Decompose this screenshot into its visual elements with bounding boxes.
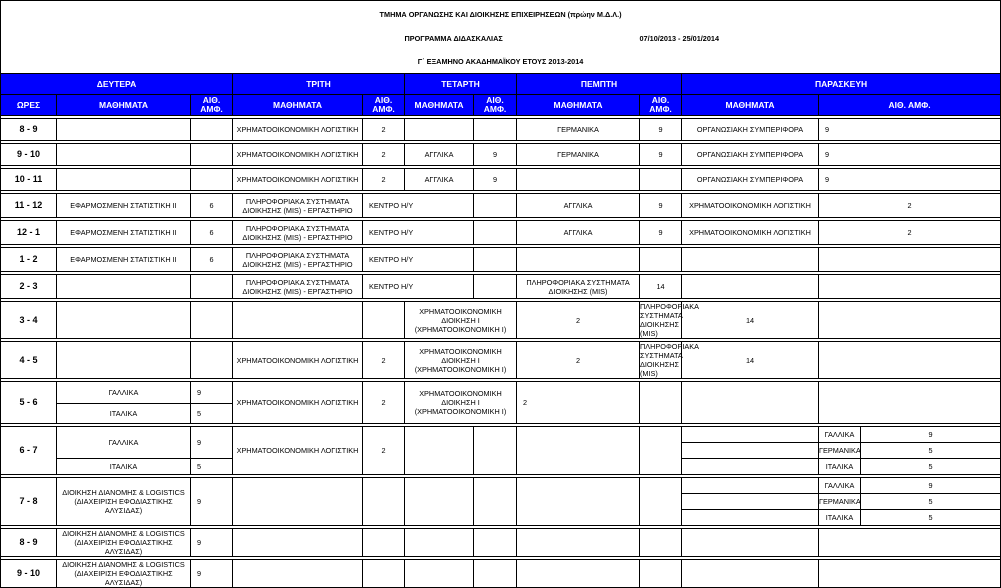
slot-label: 4 - 5 — [1, 342, 57, 379]
course-cell: ΓΕΡΜΑΝΙΚΑ — [517, 144, 640, 166]
room-cell: 9 — [191, 478, 233, 526]
course-cell: ΧΡΗΜΑΤΟΟΙΚΟΝΟΜΙΚΗ ΛΟΓΙΣΤΙΚΗ — [233, 427, 363, 475]
room-cell: 14 — [640, 275, 682, 299]
room-cell: 2 — [363, 427, 405, 475]
course-cell: ΧΡΗΜΑΤΟΟΙΚΟΝΟΜΙΚΗ ΛΟΓΙΣΤΙΚΗ — [233, 144, 363, 166]
room-cell: 5 — [861, 459, 1001, 475]
course-cell: ΠΛΗΡΟΦΟΡΙΑΚΑ ΣΥΣΤΗΜΑΤΑ ΔΙΟΙΚΗΣΗΣ (MIS) - ΕΡΓΑΣΤΗΡΙΟ — [233, 275, 363, 299]
course-cell: ΙΤΑΛΙΚΑ — [819, 510, 861, 526]
table-row — [1, 427, 1001, 443]
course-cell: ΧΡΗΜΑΤΟΟΙΚΟΝΟΜΙΚΗ ΛΟΓΙΣΤΙΚΗ — [233, 342, 363, 379]
table-row — [1, 169, 1001, 191]
room-cell: 2 — [517, 342, 640, 379]
course-cell: ΠΛΗΡΟΦΟΡΙΑΚΑ ΣΥΣΤΗΜΑΤΑ ΔΙΟΙΚΗΣΗΣ (MIS) - ΕΡΓΑΣΤΗΡΙΟ — [233, 221, 363, 245]
course-cell: ΠΛΗΡΟΦΟΡΙΑΚΑ ΣΥΣΤΗΜΑΤΑ ΔΙΟΙΚΗΣΗΣ (MIS) - ΕΡΓΑΣΤΗΡΙΟ — [233, 248, 363, 272]
room-cell: 9 — [861, 478, 1001, 494]
course-cell: ΓΑΛΛΙΚΑ — [57, 427, 191, 459]
room-cell: 5 — [861, 494, 1001, 510]
day-wednesday: ΤΕΤΑΡΤΗ — [405, 74, 517, 95]
room-cell: 2 — [363, 144, 405, 166]
room-cell: 2 — [517, 382, 640, 424]
course-cell: ΟΡΓΑΝΩΣΙΑΚΗ ΣΥΜΠΕΡΙΦΟΡΑ — [682, 169, 819, 191]
slot-label: 6 - 7 — [1, 427, 57, 475]
department-title: ΤΜΗΜΑ ΟΡΓΑΝΩΣΗΣ ΚΑΙ ΔΙΟΙΚΗΣΗΣ ΕΠΙΧΕΙΡΗΣΕΩΝ (πρώην Μ.Δ.Λ.) — [1, 1, 1001, 28]
room-cell: 9 — [819, 169, 1001, 191]
room-cell: 14 — [682, 302, 819, 339]
day-tuesday: ΤΡΙΤΗ — [233, 74, 405, 95]
room-cell: 2 — [517, 302, 640, 339]
course-cell: ΧΡΗΜΑΤΟΟΙΚΟΝΟΜΙΚΗ ΛΟΓΙΣΤΙΚΗ — [233, 169, 363, 191]
room-cell: ΚΕΝΤΡΟ Η/Υ — [363, 194, 474, 218]
course-cell: ΧΡΗΜΑΤΟΟΙΚΟΝΟΜΙΚΗ ΔΙΟΙΚΗΣΗ Ι (ΧΡΗΜΑΤΟΟΙΚΟΝΟΜΙΚΗ Ι) — [405, 382, 517, 424]
slot-label: 7 - 8 — [1, 478, 57, 526]
col-course: ΜΑΘΗΜΑΤΑ — [57, 95, 191, 116]
course-cell: ΧΡΗΜΑΤΟΟΙΚΟΝΟΜΙΚΗ ΛΟΓΙΣΤΙΚΗ — [233, 119, 363, 141]
room-cell: 5 — [861, 443, 1001, 459]
table-row — [1, 382, 1001, 404]
course-cell: ΕΦΑΡΜΟΣΜΕΝΗ ΣΤΑΤΙΣΤΙΚΗ ΙΙ — [57, 248, 191, 272]
table-row — [1, 529, 1001, 557]
room-cell: 9 — [640, 194, 682, 218]
course-cell: ΓΕΡΜΑΝΙΚΑ — [819, 494, 861, 510]
room-cell: 9 — [191, 529, 233, 557]
slot-label: 3 - 4 — [1, 302, 57, 339]
slot-label: 2 - 3 — [1, 275, 57, 299]
slot-label: 8 - 9 — [1, 119, 57, 141]
room-cell: 2 — [363, 119, 405, 141]
col-course: ΜΑΘΗΜΑΤΑ — [405, 95, 474, 116]
slot-label: 9 - 10 — [1, 144, 57, 166]
course-cell: ΧΡΗΜΑΤΟΟΙΚΟΝΟΜΙΚΗ ΛΟΓΙΣΤΙΚΗ — [682, 194, 819, 218]
room-cell: 9 — [191, 427, 233, 459]
room-cell: 14 — [682, 342, 819, 379]
course-cell: ΑΓΓΛΙΚΑ — [517, 221, 640, 245]
course-cell: ΑΓΓΛΙΚΑ — [517, 194, 640, 218]
course-cell: ΔΙΟΙΚΗΣΗ ΔΙΑΝΟΜΗΣ & LOGISTICS (ΔΙΑΧΕΙΡΙΣΗ ΕΦΟΔΙΑΣΤΙΚΗΣ ΑΛΥΣΙΔΑΣ) — [57, 478, 191, 526]
col-room: ΑΙΘ. ΑΜΦ. — [640, 95, 682, 116]
room-cell: 2 — [819, 194, 1001, 218]
table-row — [1, 144, 1001, 166]
slot-label: 11 - 12 — [1, 194, 57, 218]
room-cell: 2 — [363, 169, 405, 191]
col-course: ΜΑΘΗΜΑΤΑ — [233, 95, 363, 116]
slot-label: 8 - 9 — [1, 529, 57, 557]
table-row — [1, 248, 1001, 272]
room-cell: 9 — [819, 119, 1001, 141]
program-label: ΠΡΟΓΡΑΜΜΑ ΔΙΔΑΣΚΑΛΙΑΣ — [404, 33, 503, 43]
room-cell: 9 — [819, 144, 1001, 166]
col-course: ΜΑΘΗΜΑΤΑ — [517, 95, 640, 116]
table-row — [1, 342, 1001, 379]
course-cell: ΙΤΑΛΙΚΑ — [819, 459, 861, 475]
course-cell: ΠΛΗΡΟΦΟΡΙΑΚΑ ΣΥΣΤΗΜΑΤΑ ΔΙΟΙΚΗΣΗΣ (MIS) — [640, 302, 699, 338]
slot-label: 9 - 10 — [1, 560, 57, 588]
slot-label: 1 - 2 — [1, 248, 57, 272]
semester-title: Γ΄ ΕΞΑΜΗΝΟ ΑΚΑΔΗΜΑΪΚΟΥ ΕΤΟΥΣ 2013-2014 — [1, 49, 1001, 74]
course-cell: ΠΛΗΡΟΦΟΡΙΑΚΑ ΣΥΣΤΗΜΑΤΑ ΔΙΟΙΚΗΣΗΣ (MIS) - ΕΡΓΑΣΤΗΡΙΟ — [233, 194, 363, 218]
slot-label: 5 - 6 — [1, 382, 57, 424]
col-hours: ΩΡΕΣ — [1, 95, 57, 116]
course-cell: ΓΑΛΛΙΚΑ — [819, 478, 861, 494]
col-course: ΜΑΘΗΜΑΤΑ — [682, 95, 819, 116]
course-cell: ΧΡΗΜΑΤΟΟΙΚΟΝΟΜΙΚΗ ΔΙΟΙΚΗΣΗ Ι (ΧΡΗΜΑΤΟΟΙΚΟΝΟΜΙΚΗ Ι) — [405, 342, 517, 379]
room-cell: 5 — [191, 404, 233, 424]
room-cell: 9 — [474, 144, 517, 166]
course-cell: ΟΡΓΑΝΩΣΙΑΚΗ ΣΥΜΠΕΡΙΦΟΡΑ — [682, 119, 819, 141]
course-cell: ΓΕΡΜΑΝΙΚΑ — [819, 443, 861, 459]
course-cell: ΙΤΑΛΙΚΑ — [57, 459, 191, 475]
course-cell: ΔΙΟΙΚΗΣΗ ΔΙΑΝΟΜΗΣ & LOGISTICS (ΔΙΑΧΕΙΡΙΣΗ ΕΦΟΔΙΑΣΤΙΚΗΣ ΑΛΥΣΙΔΑΣ) — [57, 529, 191, 557]
semester-period: 07/10/2013 - 25/01/2014 — [639, 33, 720, 43]
col-room: ΑΙΘ. ΑΜΦ. — [363, 95, 405, 116]
course-cell: ΓΑΛΛΙΚΑ — [819, 427, 861, 443]
course-cell: ΓΑΛΛΙΚΑ — [57, 382, 191, 404]
room-cell: ΚΕΝΤΡΟ Η/Υ — [363, 248, 474, 272]
course-cell: ΙΤΑΛΙΚΑ — [57, 404, 191, 424]
day-friday: ΠΑΡΑΣΚΕΥΗ — [682, 74, 1001, 95]
course-cell: ΧΡΗΜΑΤΟΟΙΚΟΝΟΜΙΚΗ ΛΟΓΙΣΤΙΚΗ — [233, 382, 363, 424]
slot-label: 12 - 1 — [1, 221, 57, 245]
table-row — [1, 478, 1001, 494]
course-cell: ΟΡΓΑΝΩΣΙΑΚΗ ΣΥΜΠΕΡΙΦΟΡΑ — [682, 144, 819, 166]
room-cell: 2 — [363, 382, 405, 424]
course-cell: ΓΕΡΜΑΝΙΚΑ — [517, 119, 640, 141]
table-row — [1, 221, 1001, 245]
course-cell: ΕΦΑΡΜΟΣΜΕΝΗ ΣΤΑΤΙΣΤΙΚΗ ΙΙ — [57, 221, 191, 245]
day-monday: ΔΕΥΤΕΡΑ — [1, 74, 233, 95]
table-row — [1, 275, 1001, 299]
course-cell: ΑΓΓΛΙΚΑ — [405, 144, 474, 166]
col-room: ΑΙΘ. ΑΜΦ. — [819, 95, 1001, 116]
room-cell: ΚΕΝΤΡΟ Η/Υ — [363, 221, 474, 245]
room-cell: 2 — [363, 342, 405, 379]
table-row — [1, 194, 1001, 218]
room-cell: 2 — [819, 221, 1001, 245]
course-cell: ΧΡΗΜΑΤΟΟΙΚΟΝΟΜΙΚΗ ΛΟΓΙΣΤΙΚΗ — [682, 221, 819, 245]
course-cell: ΕΦΑΡΜΟΣΜΕΝΗ ΣΤΑΤΙΣΤΙΚΗ ΙΙ — [57, 194, 191, 218]
room-cell: 6 — [191, 194, 233, 218]
room-cell: 9 — [861, 427, 1001, 443]
room-cell: 9 — [191, 382, 233, 404]
room-cell: 9 — [640, 221, 682, 245]
slot-label: 10 - 11 — [1, 169, 57, 191]
room-cell: 5 — [861, 510, 1001, 526]
room-cell: 6 — [191, 248, 233, 272]
room-cell: 9 — [474, 169, 517, 191]
course-cell: ΠΛΗΡΟΦΟΡΙΑΚΑ ΣΥΣΤΗΜΑΤΑ ΔΙΟΙΚΗΣΗΣ (MIS) — [517, 275, 640, 299]
room-cell: 6 — [191, 221, 233, 245]
table-row — [1, 119, 1001, 141]
course-cell: ΠΛΗΡΟΦΟΡΙΑΚΑ ΣΥΣΤΗΜΑΤΑ ΔΙΟΙΚΗΣΗΣ (MIS) — [640, 342, 699, 378]
table-row — [1, 560, 1001, 588]
room-cell: 9 — [640, 119, 682, 141]
room-cell: 5 — [191, 459, 233, 475]
course-cell: ΔΙΟΙΚΗΣΗ ΔΙΑΝΟΜΗΣ & LOGISTICS (ΔΙΑΧΕΙΡΙΣΗ ΕΦΟΔΙΑΣΤΙΚΗΣ ΑΛΥΣΙΔΑΣ) — [57, 560, 191, 588]
room-cell: 9 — [191, 560, 233, 588]
day-thursday: ΠΕΜΠΤΗ — [517, 74, 682, 95]
room-cell: ΚΕΝΤΡΟ Η/Υ — [363, 275, 474, 299]
col-room: ΑΙΘ. ΑΜΦ. — [191, 95, 233, 116]
course-cell: ΧΡΗΜΑΤΟΟΙΚΟΝΟΜΙΚΗ ΔΙΟΙΚΗΣΗ Ι (ΧΡΗΜΑΤΟΟΙΚΟΝΟΜΙΚΗ Ι) — [405, 302, 517, 339]
col-room: ΑΙΘ. ΑΜΦ. — [474, 95, 517, 116]
course-cell: ΑΓΓΛΙΚΑ — [405, 169, 474, 191]
room-cell: 9 — [640, 144, 682, 166]
table-row — [1, 302, 1001, 339]
